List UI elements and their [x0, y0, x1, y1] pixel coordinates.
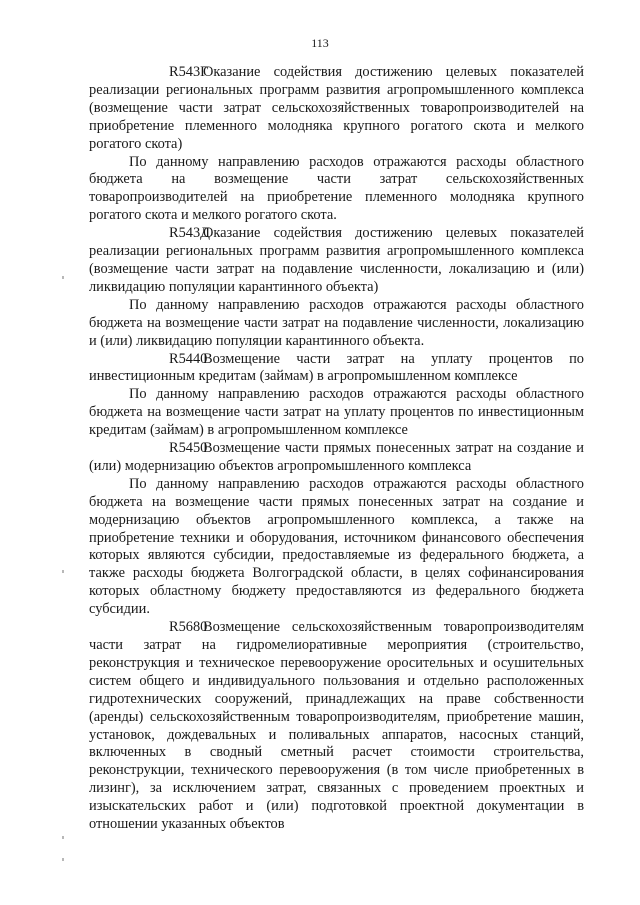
paragraph-r543g	[89, 64, 584, 154]
paragraph-text: Возмещение части затрат на уплату процентов по инвестиционным кредитам (займам) в агропромышленном комплексе	[89, 350, 584, 385]
paragraph-r543d	[89, 225, 584, 297]
paragraph-text: По данному направлению расходов отражаются расходы областного бюджета на возмещение части прямых понесенных затрат на создание и модернизацию объектов агропромышленного комплекса, а также на приобретение техники и оборудования, источником финансового обеспечения которых являются субсидии, предоставляемые из федерального бюджета, а также расходы бюджета Волгоградской области, в целях софинансирования которых областному бюджету предоставляются из федерального бюджета субсидии.	[89, 475, 584, 618]
expense-code: R543Д	[169, 225, 211, 242]
expense-code: R5440	[169, 350, 208, 367]
paragraph-r543g-description	[89, 154, 584, 226]
paragraph-text: Оказание содействия достижению целевых показателей реализации региональных программ развития агропромышленного комплекса (возмещение части затрат сельскохозяйственных товаропроизводителей на приобретение племенного молодняка крупного рогатого скота и мелкого рогатого скота)	[89, 64, 584, 152]
scan-artifact-mark	[62, 570, 64, 573]
paragraph-text: По данному направлению расходов отражаются расходы областного бюджета на возмещение части затрат на подавление численности, локализацию и (или) ликвидацию популяции карантинного объекта.	[89, 296, 584, 349]
expense-code: R5680	[169, 619, 208, 636]
scan-artifact-mark	[62, 276, 64, 279]
paragraph-text: Возмещение сельскохозяйственным товаропроизводителям части затрат на гидромелиоративные мероприятия (строительство, реконструкция и техническое перевооружение оросительных и осушительных систем общего и индивидуального пользования и отдельно расположенных гидротехнических сооружений, принадлежащих на праве собственности (аренды) сельскохозяйственным товаропроизводителям, приобретение машин, установок, дождевальных и поливальных аппаратов, насосных станций, включенных в сводный сметный расчет стоимости строительства, реконструкции, технического перевооружения (в том числе приобретенных в лизинг), за исключением затрат, связанных с проведением проектных и изыскательских работ и (или) подготовкой проектной документации в отношении указанных объектов	[89, 619, 584, 833]
page-number: 113	[311, 36, 329, 50]
paragraph-text: Оказание содействия достижению целевых показателей реализации региональных программ развития агропромышленного комплекса (возмещение части затрат на подавление численности, локализацию и (или) ликвидацию популяции карантинного объекта)	[89, 225, 584, 295]
paragraph-r5440	[89, 351, 584, 387]
expense-code: R543Г	[169, 64, 209, 80]
scan-artifact-mark	[62, 858, 64, 861]
paragraph-r543d-description	[89, 297, 584, 351]
paragraph-r5450	[89, 440, 584, 476]
paragraph-r5440-description	[89, 386, 584, 440]
paragraph-r5450-description	[89, 476, 584, 619]
paragraph-text: По данному направлению расходов отражаются расходы областного бюджета на возмещение части затрат на уплату процентов по инвестиционным кредитам (займам) в агропромышленном комплексе	[89, 386, 584, 439]
paragraph-r5680	[89, 619, 584, 834]
paragraph-text: По данному направлению расходов отражаются расходы областного бюджета на возмещение части затрат сельскохозяйственных товаропроизводителей на приобретение племенного молодняка крупного рогатого скота и мелкого рогатого скота.	[89, 153, 584, 224]
scan-artifact-mark	[62, 836, 64, 839]
expense-code: R5450	[169, 440, 208, 457]
paragraph-text: Возмещение части прямых понесенных затрат на создание и (или) модернизацию объектов агропромышленного комплекса	[89, 440, 584, 474]
document-body	[89, 64, 584, 834]
